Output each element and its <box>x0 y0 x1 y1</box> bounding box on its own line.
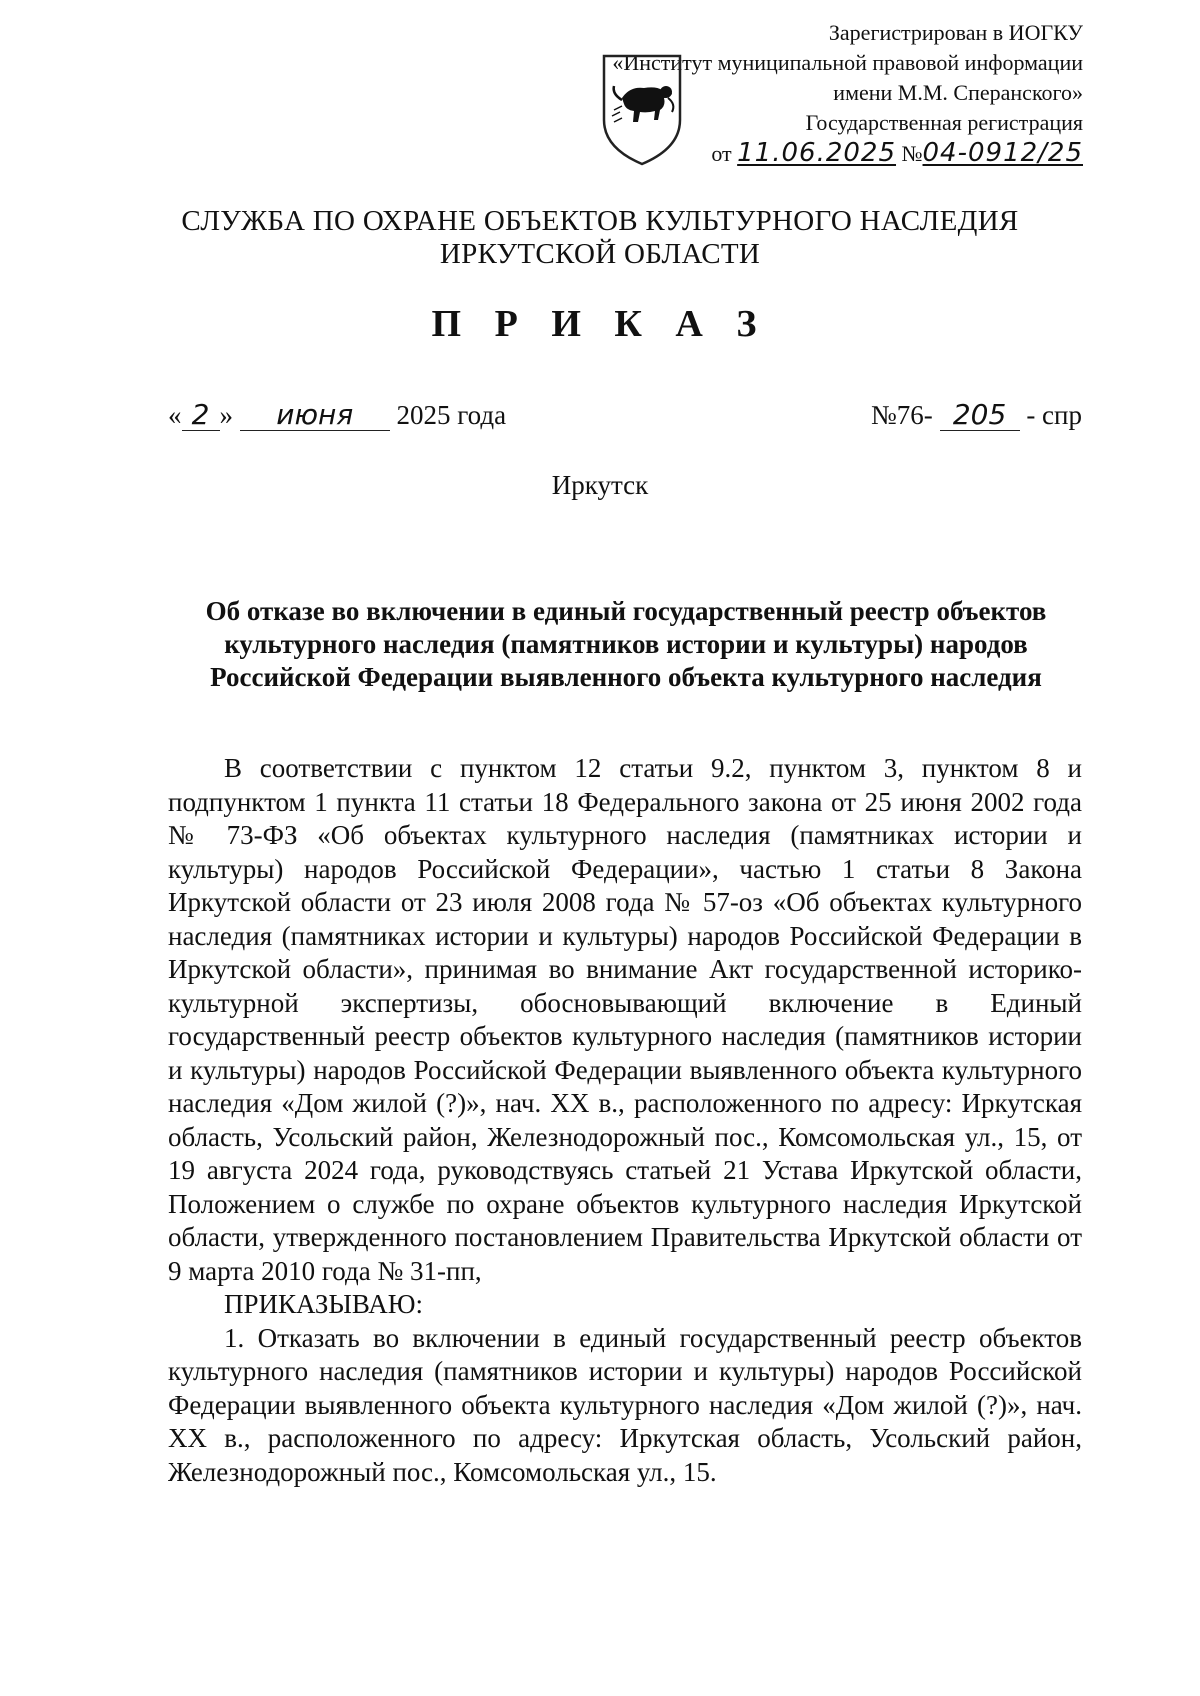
registration-line: имени М.М. Сперанского» <box>833 80 1083 105</box>
agency-line: ИРКУТСКОЙ ОБЛАСТИ <box>439 238 761 270</box>
close-quote: » <box>219 400 233 430</box>
registration-line: Государственная регистрация <box>805 110 1083 135</box>
coat-of-arms-icon <box>600 50 684 168</box>
document-type-title: П Р И К А З <box>431 303 769 345</box>
order-subject: Об отказе во включении в единый государственный реестр объектов культурного наследия (памятников истории и культуры) народов Российской Федерации выявленного объекта культурного наследия <box>205 596 1047 692</box>
order-date <box>168 400 506 431</box>
order-word: ПРИКАЗЫВАЮ: <box>224 1289 423 1319</box>
agency-name <box>0 205 1200 271</box>
registration-line: Зарегистрирован в ИОГКУ <box>828 20 1083 45</box>
registration-number: 04-0912/25 <box>922 138 1083 168</box>
order-body <box>168 752 1082 1489</box>
date-number-line <box>168 400 1082 440</box>
order-number-suffix: - спр <box>1026 400 1082 430</box>
registration-date: 11.06.2025 <box>737 138 897 168</box>
order-number-value: 205 <box>940 400 1020 431</box>
open-quote: « <box>168 400 182 430</box>
registration-number-label: № <box>901 141 923 166</box>
order-day: 2 <box>182 400 220 431</box>
order-month: июня <box>240 400 390 431</box>
preamble-paragraph: В соответствии с пунктом 12 статьи 9.2, пунктом 3, пунктом 8 и подпунктом 1 пункта 11 статьи 18 Федерального закона от 25 июня 2002 года № 73-ФЗ «Об объектах культурного наследия (памятниках истории и культуры) народов Российской Федерации», частью 1 статьи 8 Закона Иркутской области от 23 июля 2008 года № 57-оз «Об объектах культурного наследия (памятниках истории и культуры) народов Российской Федерации в Иркутской области», принимая во внимание Акт государственной историко-культурной экспертизы, обосновывающий включение в Единый государственный реестр объектов культурного наследия (памятников истории и культуры) народов Российской Федерации выявленного объекта культурного наследия «Дом жилой (?)», нач. XX в., расположенного по адресу: Иркутская область, Усольский район, Железнодорожный пос., Комсомольская ул., 15, от 19 августа 2024 года, руководствуясь статьей 21 Устава Иркутской области, Положением о службе по охране объектов культурного наследия Иркутской области, утвержденного постановлением Правительства Иркутской области от 9 марта 2010 года № 31-пп, <box>168 753 1082 1286</box>
order-number <box>871 400 1082 431</box>
registration-line: «Институт муниципальной правовой информации <box>612 50 1083 75</box>
registration-from-label: от <box>711 141 732 166</box>
order-item-1: 1. Отказать во включении в единый государственный реестр объектов культурного наследия (памятников истории и культуры) народов Российской Федерации выявленного объекта культурного наследия «Дом жилой (?)», нач. XX в., расположенного по адресу: Иркутская область, Усольский район, Железнодорожный пос., Комсомольская ул., 15. <box>168 1322 1082 1487</box>
agency-line: СЛУЖБА ПО ОХРАНЕ ОБЪЕКТОВ КУЛЬТУРНОГО НАСЛЕДИЯ <box>181 205 1019 237</box>
order-number-prefix: №76- <box>871 400 933 430</box>
order-year: 2025 года <box>396 400 507 430</box>
city-name: Иркутск <box>551 470 649 500</box>
